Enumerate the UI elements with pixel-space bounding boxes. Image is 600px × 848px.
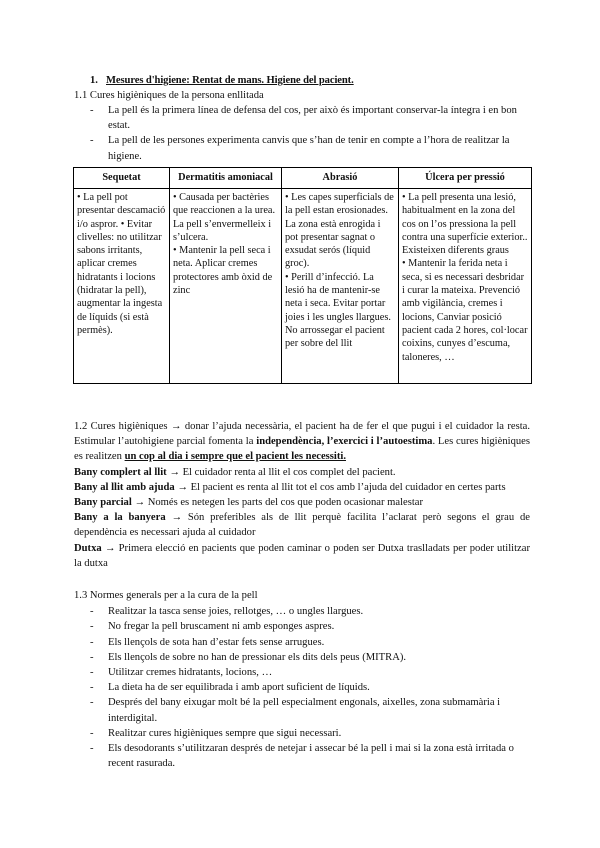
section-1-3 (74, 588, 530, 771)
table-cell: • Causada per bactèries que reaccionen a la urea. La pell s’envermelleix i s’ulcera. • Mantenir la pell seca i neta. Aplicar cremes protectores amb òxid de zinc (170, 189, 282, 384)
skin-conditions-table (73, 167, 532, 384)
title-number: 1. (90, 75, 98, 86)
table-cell: • La pell presenta una lesió, habitualment en la zona del cos on l’os pressiona la pell contra una superfície exterior.. Existeixen diferents graus • Mantenir la ferida neta i seca, si es necessari desbridar i curar la mateixa. Prevenció amb vigilància, cremes i locions, Canviar posició pacient cada 2 hores, col·locar coixins, cunyes d’escuma, taloneres, … (399, 189, 532, 384)
table-header-cell: Úlcera per pressió (399, 168, 532, 189)
document-title (90, 73, 354, 88)
title-text: Mesures d'higiene: Rentat de mans. Higiene del pacient. (106, 75, 354, 86)
list-item: - Els llençols de sobre no han de pressionar els dits dels peus (MITRA). (90, 651, 407, 663)
table-header-cell: Abrasió (282, 168, 399, 189)
bath-type-item: Bany parcial → Només es netegen les parts del cos que poden ocasionar malestar (74, 497, 424, 509)
section-1-2 (74, 419, 530, 571)
table-cell: • Les capes superficials de la pell estan erosionades. La zona està enrogida i pot presentar sagnat o exsudat serós (líquid groc). • Perill d’infecció. La lesió ha de mantenir-se neta i seca. Evitar portar joies i les ungles llargues. No arrossegar el pacient per sobre del llit (282, 189, 399, 384)
section-1-1-list (74, 103, 530, 164)
list-item: - La dieta ha de ser equilibrada i amb aport suficient de líquids. (90, 682, 370, 694)
list-item: - Després del bany eixugar molt bé la pell especialment engonals, aixelles, zona submamària i interdigital. (90, 697, 501, 724)
section-1-2-intro: 1.2 Cures higièniques → donar l’ajuda necessària, el pacient ha de fer el que pugui i el cuidador la resta. Estimular l’autohigiene parcial fomenta la independència, l’exercici i l’autoestima. Les cures higièniques es realitzen un cop al dia i sempre que el pacient les necessiti. (74, 421, 530, 463)
table-header-cell: Sequetat (74, 168, 170, 189)
bath-type-item: Bany a la banyera → Són preferibles als de llit perquè facilita l’aclarat però segons el grau de dependència es necessari ajuda al cuidador (74, 512, 530, 539)
table-header-cell: Dermatitis amoniacal (170, 168, 282, 189)
section-1-1-heading: 1.1 Cures higièniques de la persona enllitada (74, 90, 264, 101)
list-item: - Realitzar la tasca sense joies, rellotges, … o ungles llargues. (90, 606, 364, 618)
bath-type-item: Bany complert al llit → El cuidador renta al llit el cos complet del pacient. (74, 466, 396, 478)
table-row (74, 189, 532, 384)
list-item: - Utilitzar cremes hidratants, locions, … (90, 667, 273, 679)
section-1-3-heading: 1.3 Normes generals per a la cura de la pell (74, 590, 258, 601)
skin-care-rules-list (74, 604, 530, 771)
list-item: - No fregar la pell bruscament ni amb esponges aspres. (90, 621, 335, 633)
list-item: - Realitzar cures higièniques sempre que sigui necessari. (90, 727, 342, 739)
table-header-row (74, 168, 532, 189)
bath-type-item: Dutxa → Primera elecció en pacients que poden caminar o poden ser Dutxa traslladats per poder utilitzar la dutxa (74, 542, 530, 569)
list-item: - Els desodorants s’utilitzaran després de netejar i assecar bé la pell i mai si la zona està irritada o recent rasurada. (90, 743, 514, 770)
list-item: - La pell de les persones experimenta canvis que s’han de tenir en compte a l’hora de realitzar la higiene. (90, 135, 510, 162)
list-item: - Els llençols de sota han d’estar fets sense arrugues. (90, 636, 325, 648)
list-item: - La pell és la primera línea de defensa del cos, per això és important conservar-la íntegra i en bon estat. (90, 105, 517, 132)
table-cell: • La pell pot presentar descamació i/o aspror. • Evitar clivelles: no utilitzar sabons irritants, aplicar cremes hidratants i locions (hidratar la pell), augmentar la ingesta de líquids (si està permès). (74, 189, 170, 384)
bath-type-item: Bany al llit amb ajuda → El pacient es renta al llit tot el cos amb l’ajuda del cuidador en certes parts (74, 481, 506, 493)
